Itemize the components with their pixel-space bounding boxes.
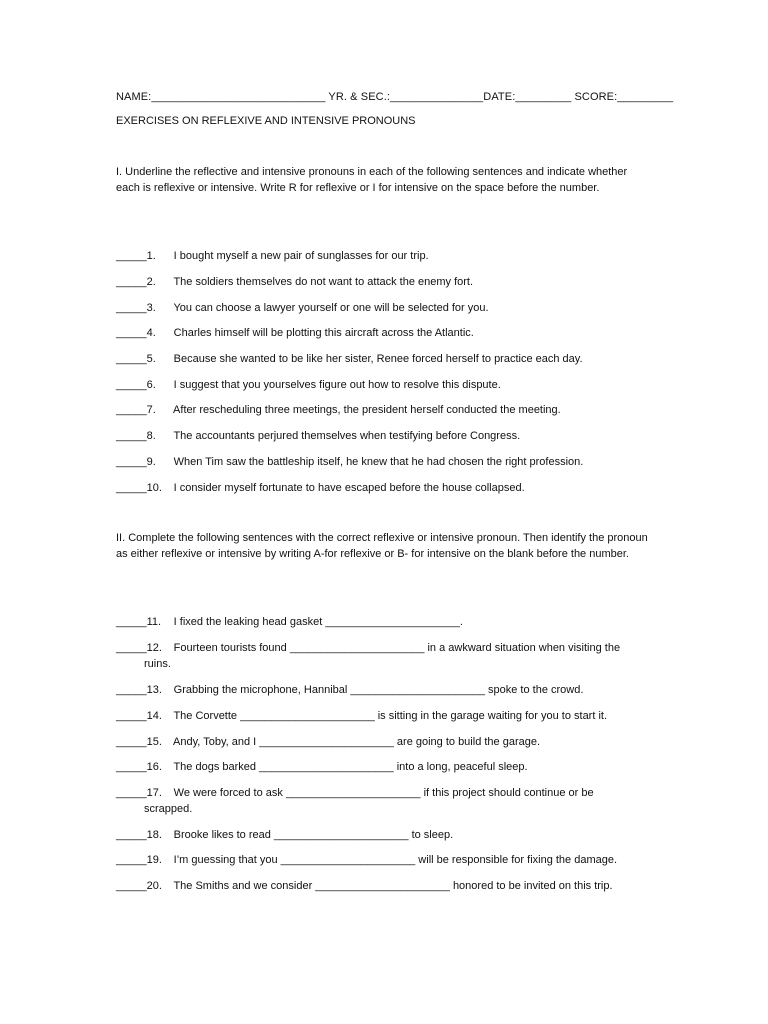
item-text-continuation: scrapped. [144,803,193,815]
item-text: Grabbing the microphone, Hannibal ______________________ spoke to the crowd. [173,684,584,696]
item-text: The accountants perjured themselves when testifying before Congress. [173,430,521,442]
item-text: I suggest that you yourselves figure out how to resolve this dispute. [173,379,501,391]
list-item [116,614,656,630]
answer-blank: _____ [116,880,147,892]
answer-blank: _____ [116,710,147,722]
item-number: 18. [146,829,162,841]
item-text: The dogs barked ______________________ into a long, peaceful sleep. [173,761,528,773]
list-item [116,454,656,470]
list-item [116,878,656,894]
item-number: 4. [146,327,156,339]
item-number: 9. [146,456,156,468]
item-text: You can choose a lawyer yourself or one will be selected for you. [173,302,489,314]
list-item [116,852,656,868]
item-number: 8. [146,430,156,442]
item-text: I consider myself fortunate to have escaped before the house collapsed. [173,482,525,494]
item-text: Charles himself will be plotting this aircraft across the Atlantic. [173,327,474,339]
item-text: I fixed the leaking head gasket ______________________. [173,616,463,628]
answer-blank: _____ [116,327,147,339]
answer-blank: _____ [116,482,147,494]
item-text: Because she wanted to be like her sister, Renee forced herself to practice each day. [173,353,583,365]
item-number: 15. [146,736,162,748]
item-number: 1. [146,250,156,262]
item-number: 7. [146,404,156,416]
list-item [116,325,656,341]
answer-blank: _____ [116,456,147,468]
item-text: Andy, Toby, and I ______________________ are going to build the garage. [173,736,541,748]
answer-blank: _____ [116,302,147,314]
item-number: 6. [146,379,156,391]
list-item [116,428,656,444]
item-number: 2. [146,276,156,288]
item-text: The soldiers themselves do not want to attack the enemy fort. [173,276,474,288]
item-number: 3. [146,302,156,314]
item-text: We were forced to ask ______________________ if this project should continue or be [173,787,594,799]
answer-blank: _____ [116,684,147,696]
list-item [116,377,656,393]
list-item [116,300,656,316]
item-number: 16. [146,761,162,773]
item-number: 11. [146,616,162,628]
list-item [116,351,656,367]
item-text: The Corvette ______________________ is sitting in the garage waiting for you to start it. [173,710,608,722]
list-item [116,248,656,264]
part1-instructions: I. Underline the reflective and intensive pronouns in each of the following sentences and indicate whether each is reflexive or intensive. Write R for reflexive or I for intensive on the space before the number. [116,166,628,194]
answer-blank: _____ [116,430,147,442]
item-text: I’m guessing that you ______________________ will be responsible for fixing the damage. [173,854,618,866]
answer-blank: _____ [116,616,147,628]
answer-blank: _____ [116,761,147,773]
answer-blank: _____ [116,353,147,365]
worksheet-title: EXERCISES ON REFLEXIVE AND INTENSIVE PRONOUNS [116,115,416,127]
list-item [116,640,656,656]
item-number: 12. [146,642,162,654]
part2-instructions: II. Complete the following sentences with the correct reflexive or intensive pronoun. Then identify the pronoun as either reflexive or intensive by writing A-for reflexive or B- for intensive on the blank before the number. [116,532,648,560]
item-number: 5. [146,353,156,365]
answer-blank: _____ [116,250,147,262]
item-text: Fourteen tourists found ______________________ in a awkward situation when visiting the [173,642,621,654]
list-item [116,827,656,843]
item-number: 13. [146,684,162,696]
answer-blank: _____ [116,276,147,288]
item-text: The Smiths and we consider ______________________ honored to be invited on this trip. [173,880,613,892]
answer-blank: _____ [116,379,147,391]
item-text: When Tim saw the battleship itself, he knew that he had chosen the right profession. [173,456,584,468]
answer-blank: _____ [116,854,147,866]
answer-blank: _____ [116,829,147,841]
item-number: 20. [146,880,162,892]
list-item [116,708,656,724]
item-number: 14. [146,710,162,722]
list-item [116,734,656,750]
answer-blank: _____ [116,642,147,654]
item-text-continuation: ruins. [144,658,171,670]
student-info-line: NAME:____________________________ YR. & SEC.:_______________DATE:_________ SCORE:_________ [116,91,674,103]
item-number: 17. [146,787,162,799]
list-item [116,402,656,418]
item-text: I bought myself a new pair of sunglasses for our trip. [173,250,429,262]
item-text: After rescheduling three meetings, the president herself conducted the meeting. [173,404,561,416]
list-item [116,274,656,290]
answer-blank: _____ [116,404,147,416]
item-number: 19. [146,854,162,866]
list-item [116,759,656,775]
list-item [116,480,656,496]
list-item [116,682,656,698]
item-text: Brooke likes to read ______________________ to sleep. [173,829,454,841]
item-number: 10. [146,482,162,494]
answer-blank: _____ [116,787,147,799]
answer-blank: _____ [116,736,147,748]
list-item [116,785,656,801]
